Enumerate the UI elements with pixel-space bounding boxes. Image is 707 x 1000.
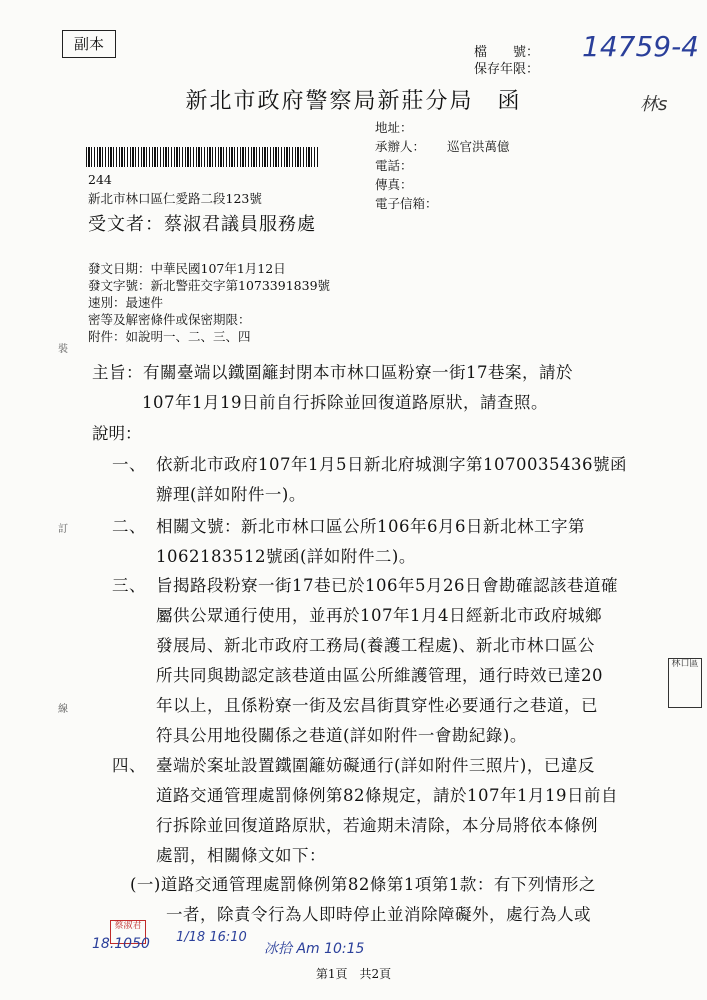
file-meta xyxy=(474,44,539,78)
item-line: 行拆除並回復道路原狀，若逾期未清除，本分局將依本條例 xyxy=(156,816,598,835)
binding-mark: 訂 xyxy=(58,524,68,535)
address-label: 地址： xyxy=(375,120,413,135)
explain-item-3 xyxy=(112,571,652,751)
explain-item-1 xyxy=(112,450,652,510)
handwritten-number: 14759-4 xyxy=(582,30,699,63)
recipient-address: 新北市林口區仁愛路二段123號 xyxy=(88,191,262,206)
item-line: 處罰，相關條文如下： xyxy=(156,846,326,865)
handler-label: 承辦人： xyxy=(375,139,426,154)
doc-number: 發文字號：新北警莊交字第1073391839號 xyxy=(88,278,331,293)
barcode xyxy=(86,147,318,167)
binding-mark: 線 xyxy=(58,704,68,715)
item-number: 四、 xyxy=(112,756,146,775)
doc-secret: 密等及解密條件或保密期限： xyxy=(88,312,251,327)
subject xyxy=(92,358,652,418)
doc-speed: 速別：最速件 xyxy=(88,295,164,310)
binding-mark: 裝 xyxy=(58,344,68,355)
item-number: 二、 xyxy=(112,517,146,536)
subject-line: 主旨：有關臺端以鐵圍籬封閉本市林口區粉寮一街17巷案，請於 xyxy=(92,363,573,382)
sub-item-line: 一者，除責令行為人即時停止並消除障礙外，處行為人或 xyxy=(166,905,591,924)
contact-block xyxy=(375,118,510,213)
phone-label: 電話： xyxy=(375,158,413,173)
handwritten-note-left: 18.1050 xyxy=(92,936,150,952)
item-line: 所共同與勘認定該巷道由區公所維護管理，通行時效已達20 xyxy=(156,666,603,685)
explain-item-4 xyxy=(112,751,652,871)
item-number: 一、 xyxy=(112,455,146,474)
item-line: 年以上，且係粉寮一街及宏昌街貫穿性必要通行之巷道，已 xyxy=(156,696,598,715)
side-stamp: 林口區 xyxy=(668,658,702,708)
sub-item-line: (一)道路交通管理處罰條例第82條第1項第1款：有下列情形之 xyxy=(130,875,596,894)
sub-item-1 xyxy=(130,870,655,930)
page-footer: 第1頁 共2頁 xyxy=(315,967,392,981)
handler-value: 巡官洪萬億 xyxy=(447,139,510,154)
retention-label: 保存年限： xyxy=(474,62,540,77)
item-line: 符具公用地役關係之巷道(詳如附件一會勘紀錄)。 xyxy=(156,726,527,745)
doc-meta xyxy=(88,260,330,345)
item-line: 屬供公眾通行使用，並再於107年1月4日經新北市政府城鄉 xyxy=(156,606,602,625)
file-no-label: 檔 號： xyxy=(474,45,540,60)
item-line: 發展局、新北市政府工務局(養護工程處)、新北市林口區公 xyxy=(156,636,595,655)
email-label: 電子信箱： xyxy=(375,196,438,211)
item-line: 旨揭路段粉寮一街17巷已於106年5月26日會勘確認該巷道確 xyxy=(156,576,618,595)
fax-label: 傳真： xyxy=(375,177,413,192)
item-number: 三、 xyxy=(112,576,146,595)
explain-label: 說明： xyxy=(92,424,142,443)
item-line: 辦理(詳如附件一)。 xyxy=(156,485,306,504)
handwritten-mark: 林s xyxy=(640,94,668,115)
postal-code: 244 xyxy=(88,172,112,187)
item-line: 臺端於案址設置鐵圍籬妨礙通行(詳如附件三照片)，已違反 xyxy=(156,756,595,775)
subject-line: 107年1月19日前自行拆除並回復道路原狀，請查照。 xyxy=(142,393,548,412)
handwritten-note-mid: 1/18 16:10 xyxy=(176,930,247,945)
copy-label-box: 副本 xyxy=(62,30,116,58)
page-title: 新北市政府警察局新莊分局 函 xyxy=(185,89,522,114)
item-line: 相關文號：新北市林口區公所106年6月6日新北林工字第 xyxy=(156,517,585,536)
red-stamp: 蔡淑君 xyxy=(110,920,146,944)
item-line: 道路交通管理處罰條例第82條規定，請於107年1月19日前自 xyxy=(156,786,618,805)
item-line: 依新北市政府107年1月5日新北府城測字第1070035436號函 xyxy=(156,455,627,474)
doc-date: 發文日期：中華民國107年1月12日 xyxy=(88,261,286,276)
item-line: 1062183512號函(詳如附件二)。 xyxy=(156,547,416,566)
handwritten-note-right: 冰拾 Am 10:15 xyxy=(264,941,365,957)
explain-item-2 xyxy=(112,512,652,572)
recipient: 受文者：蔡淑君議員服務處 xyxy=(88,214,316,235)
doc-attachments: 附件：如說明一、二、三、四 xyxy=(88,329,251,344)
